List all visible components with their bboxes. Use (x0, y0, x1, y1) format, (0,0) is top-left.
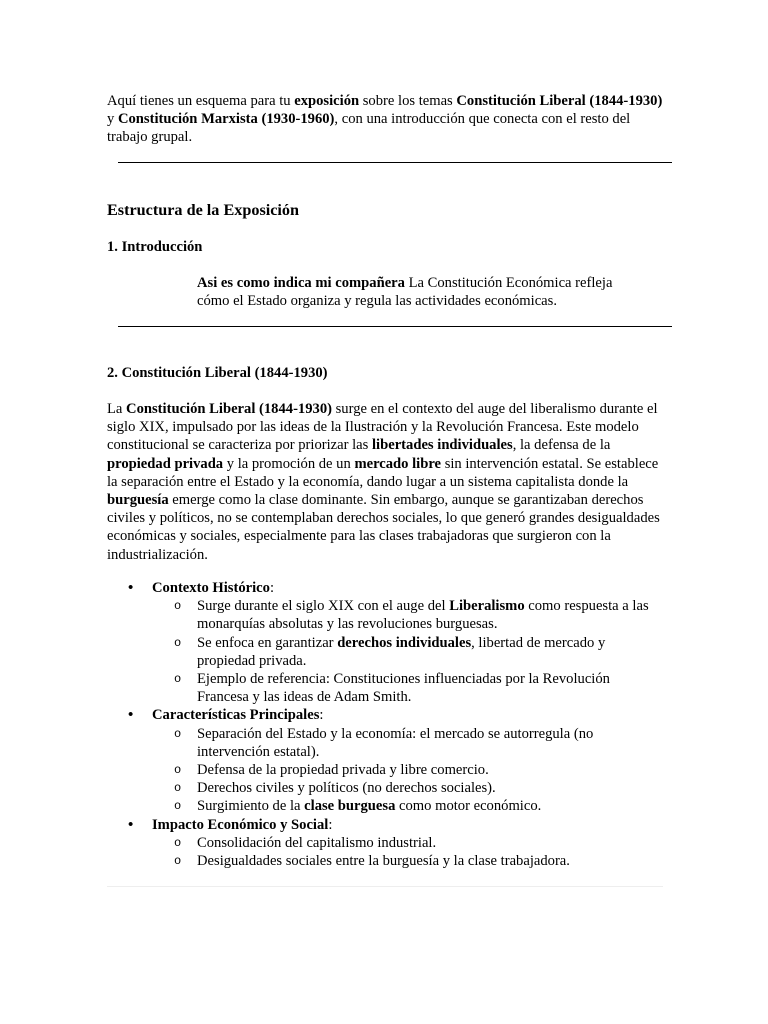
bullet-title: Contexto Histórico (152, 580, 270, 596)
item-text: , libertad de mercado y propiedad privada. (197, 634, 606, 669)
para-text: , la defensa de la (512, 437, 611, 454)
item-text: Consolidación del capitalismo industrial. (197, 834, 437, 851)
structure-title: Estructura de la Exposición (107, 201, 300, 219)
para-bold: libertades individuales (372, 437, 513, 454)
para-bold: propiedad privada (107, 455, 224, 472)
sub-list-item (152, 634, 663, 670)
item-text: Separación del Estado y la economía: el mercado se autorregula (no intervención estatal). (197, 725, 594, 760)
sub-list-item (152, 779, 663, 797)
para-text: y la promoción de un (223, 455, 355, 472)
bullet-colon: : (328, 816, 333, 833)
section2-heading: 2. Constitución Liberal (1844-1930) (107, 365, 328, 381)
item-text: Defensa de la propiedad privada y libre comercio. (197, 762, 489, 779)
para-text: surge en el contexto del auge del liberalismo durante el siglo XIX, impulsado por las ideas de la Ilustración y la Revolución Francesa. Este modelo constitucional se caracteriza por priorizar las (107, 401, 658, 454)
item-text: Derechos civiles y políticos (no derechos sociales). (197, 780, 496, 797)
sub-list-item (152, 725, 663, 761)
para-bold: mercado libre (354, 455, 442, 472)
item-text: Desigualdades sociales entre la burguesía y la clase trabajadora. (197, 853, 570, 870)
para-text: sin intervención estatal. Se establece la separación entre el Estado y la economía, dando lugar a un sistema capitalista donde la (107, 455, 659, 490)
horizontal-rule (118, 326, 672, 327)
page-divider (107, 886, 663, 887)
item-text: Surge durante el siglo XIX con el auge del (197, 598, 450, 615)
intro-bold: Constitución Marxista (1930-1960) (117, 111, 335, 128)
sub-list (152, 597, 663, 706)
bullet-title: Impacto Económico y Social (152, 816, 329, 833)
sub-list-item (152, 852, 663, 870)
intro-bold: Constitución Liberal (1844-1930) (456, 93, 663, 109)
sub-list-item (152, 761, 663, 779)
sub-list (152, 725, 663, 816)
section1-heading: 1. Introducción (107, 239, 203, 255)
item-text: Ejemplo de referencia: Constituciones influenciadas por la Revolución Francesa y las ideas de Adam Smith. (197, 671, 610, 706)
bullet-colon: : (319, 707, 324, 724)
item-bold: Liberalismo (449, 598, 525, 615)
intro-text: Aquí tienes un esquema para tu (107, 93, 295, 109)
list-item (107, 706, 663, 815)
list-item (107, 816, 663, 871)
list-item (107, 579, 663, 706)
item-bold: derechos individuales (337, 634, 472, 651)
sub-list-item (152, 834, 663, 852)
para-text: emerge como la clase dominante. Sin embargo, aunque se garantizaban derechos civiles y políticos, no se contemplaban derechos sociales, lo que generó grandes desigualdades económicas y sociales, especialmente para las clases trabajadoras que surgieron con la industrialización. (107, 492, 660, 563)
intro-text: , con una introducción que conecta con el resto del trabajo grupal. (107, 111, 631, 146)
para-bold: burguesía (107, 492, 169, 509)
bullet-list (107, 579, 663, 870)
para-bold: Constitución Liberal (1844-1930) (126, 401, 332, 417)
para-text: La (107, 401, 127, 417)
intro-bold: exposición (294, 93, 360, 109)
item-text: como motor económico. (395, 798, 542, 815)
item-text: como respuesta a las monarquías absolutas y las revoluciones burguesas. (197, 598, 649, 633)
intro-text: sobre los temas (359, 93, 457, 109)
horizontal-rule (118, 162, 672, 163)
sub-list-item (152, 597, 663, 633)
item-text: Surgimiento de la (197, 798, 305, 815)
intro-paragraph (107, 92, 663, 147)
section2-paragraph (107, 400, 663, 564)
item-text: Se enfoca en garantizar (197, 634, 338, 651)
bullet-title: Características Principales (152, 707, 320, 724)
intro-text: y (107, 111, 118, 128)
sub-list-item (152, 670, 663, 706)
item-bold: clase burguesa (304, 798, 396, 815)
bullet-colon: : (269, 580, 275, 596)
quote-text: La Constitución Económica refleja cómo el Estado organiza y regula las actividades económicas. (197, 275, 613, 310)
sub-list-item (152, 797, 663, 815)
sub-list (152, 834, 663, 870)
quote-bold: Asi es como indica mi compañera (197, 275, 405, 291)
section1-quote (197, 274, 637, 310)
